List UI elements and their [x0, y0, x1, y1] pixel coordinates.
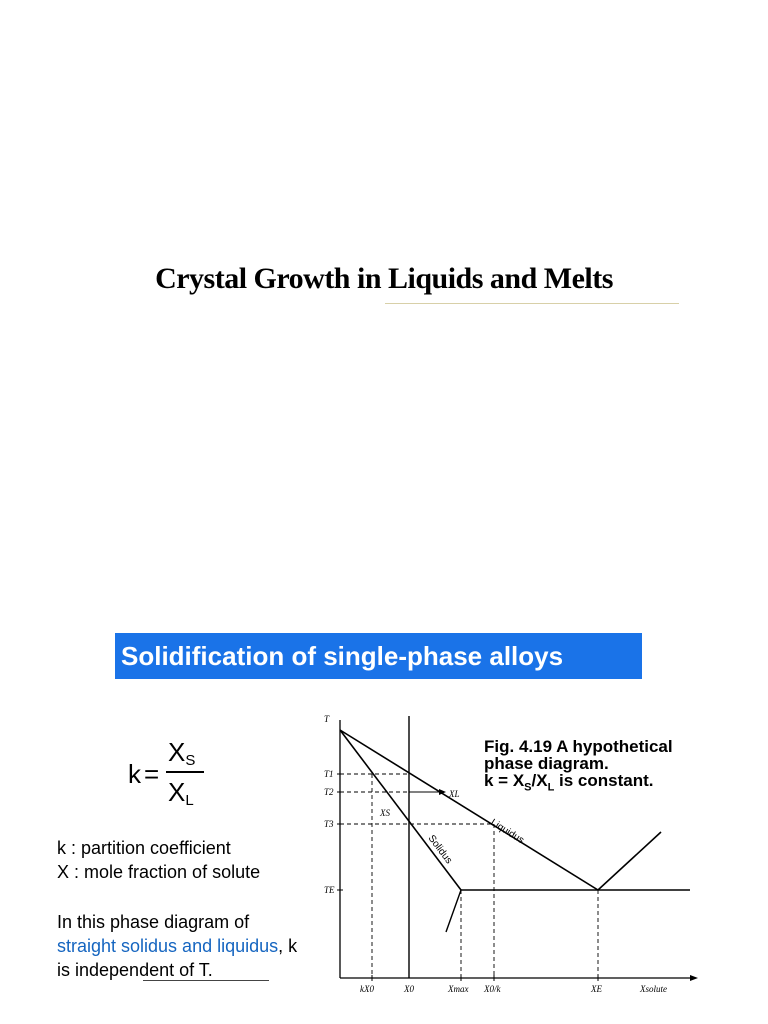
xe-label: XE: [591, 984, 602, 994]
xmax-label: Xmax: [448, 984, 469, 994]
x0-label: X0: [404, 984, 414, 994]
paragraph-text-2: , k is independent of T.: [57, 936, 298, 980]
definition-k: k : partition coefficient: [57, 838, 231, 858]
title-underline: [385, 303, 679, 304]
xs-point-label: XS: [380, 808, 390, 818]
t1-label: T1: [324, 769, 334, 779]
solidus-line: [340, 730, 461, 890]
page-title: Crystal Growth in Liquids and Melts: [155, 262, 613, 295]
construction-lines: [340, 774, 598, 978]
paragraph-highlight: straight solidus and liquidus: [57, 936, 279, 956]
formula-fraction-bar: [166, 771, 204, 773]
solidus-label: Solidus: [425, 833, 455, 867]
partition-coefficient-formula: [128, 737, 218, 817]
formula-denominator: $X_L$: [168, 777, 194, 809]
formula-equals: =: [144, 759, 160, 789]
paragraph-underline: [143, 980, 269, 981]
kx0-label: kX0: [360, 984, 374, 994]
t3-label: T3: [324, 819, 334, 829]
figure-caption: [484, 738, 734, 796]
right-liquidus-line: [598, 832, 661, 890]
xl-point-label: XL: [449, 789, 460, 799]
solvus-line: [446, 890, 461, 932]
definition-x: X : mole fraction of solute: [57, 862, 261, 882]
formula-k: k: [128, 759, 141, 789]
axis-ticks: [337, 774, 598, 981]
liquidus-label: Liquidus: [488, 817, 526, 847]
t2-label: T2: [324, 787, 334, 797]
paragraph-text-1: In this phase diagram of: [57, 912, 250, 932]
explanation-paragraph: [57, 910, 307, 982]
caption-line-1: Fig. 4.19 A hypothetical: [484, 737, 673, 756]
x-axis-arrow: [690, 975, 698, 981]
xsolute-label: Xsolute: [640, 984, 667, 994]
section-banner: Solidification of single-phase alloys: [115, 633, 642, 679]
caption-line-2: phase diagram.: [484, 754, 609, 773]
te-label: TE: [324, 885, 335, 895]
formula-numerator: $X_S$: [168, 737, 196, 769]
y-axis-label: T: [324, 714, 330, 724]
caption-line-3: $k = X_S/X_L$ is constant.: [484, 771, 654, 794]
x0-over-k-label: X0/k: [484, 984, 501, 994]
